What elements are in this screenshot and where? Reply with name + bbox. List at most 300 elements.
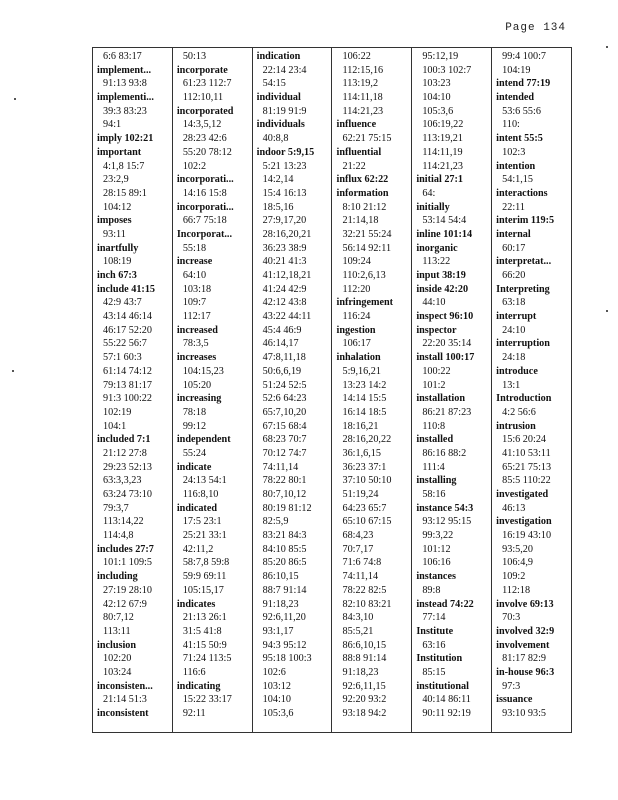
index-term: increased [176, 324, 218, 336]
index-term: information [336, 187, 389, 199]
index-locator: 79:3,7 [103, 502, 129, 514]
index-term: indicating [176, 680, 221, 692]
index-locator: 56:14 92:11 [342, 242, 392, 254]
index-locator: 39:3 83:23 [103, 105, 147, 117]
index-term: institutional [416, 680, 469, 692]
index-locator: 91:13 93:8 [103, 78, 147, 90]
index-locator: 116:6 [182, 666, 206, 678]
index-term: Interpreting [496, 283, 550, 295]
index-term: investigated [496, 489, 549, 500]
index-locator: 114:21,23 [422, 160, 463, 172]
index-locator: 18:16,21 [342, 420, 379, 432]
index-locator: 57:1 60:3 [103, 352, 142, 364]
index-locator: 103:18 [182, 283, 212, 295]
index-locator: 77:14 [422, 612, 446, 624]
index-locator: 103:23 [422, 78, 451, 90]
index-locator: 45:4 46:9 [262, 324, 302, 336]
index-locator: 51:24 52:5 [262, 379, 307, 391]
index-locator: 65:10 67:15 [342, 516, 392, 528]
index-locator: 110:8 [422, 420, 446, 432]
index-locator: 80:19 81:12 [262, 502, 312, 514]
index-locator: 54:15 [262, 78, 286, 90]
index-locator: 70:12 74:7 [262, 447, 307, 459]
index-locator: 40:21 41:3 [262, 256, 307, 268]
index-locator: 90:11 92:19 [422, 708, 471, 719]
index-locator: 46:13 [502, 502, 526, 514]
index-locator: 113:22 [422, 256, 451, 268]
index-term: involve 69:13 [496, 598, 554, 610]
index-term: intent 55:5 [496, 133, 543, 145]
index-term: introduce [496, 365, 538, 377]
index-locator: 89:8 [422, 584, 441, 596]
index-term: intend 77:19 [496, 78, 551, 90]
index-term: initially [416, 201, 450, 213]
index-term: intended [496, 92, 535, 104]
index-locator: 84:3,10 [342, 612, 374, 624]
page-number: Page 134 [505, 22, 566, 34]
index-locator: 104:10 [422, 92, 451, 104]
index-locator: 53:6 55:6 [502, 105, 541, 117]
index-locator: 110:2,6,13 [342, 270, 386, 281]
index-locator: 17:5 23:1 [182, 516, 222, 528]
index-locator: 92:11 [182, 708, 206, 719]
index-term: inch 67:3 [97, 270, 137, 281]
index-term: installed [416, 434, 454, 446]
index-locator: 104:1 [103, 420, 127, 432]
index-locator: 101:12 [422, 543, 451, 555]
index-locator: 112:17 [182, 311, 211, 323]
index-locator: 85:15 [422, 666, 446, 678]
index-locator: 112:18 [502, 584, 531, 596]
index-term: influence [336, 119, 377, 131]
index-term: increase [176, 256, 213, 268]
index-locator: 66:7 75:18 [182, 215, 227, 227]
index-term: intention [496, 160, 536, 172]
index-term: indicated [176, 502, 218, 514]
index-term: indication [256, 51, 301, 62]
index-locator: 58:16 [422, 489, 446, 500]
index-locator: 41:10 53:11 [502, 447, 551, 459]
index-locator: 5:9,16,21 [342, 365, 381, 377]
index-locator: 74:11,14 [342, 571, 379, 583]
index-locator: 67:15 68:4 [262, 420, 307, 432]
index-term: incorporati... [176, 201, 234, 213]
index-term: influential [336, 146, 382, 158]
index-locator: 59:9 69:11 [182, 571, 227, 583]
index-locator: 108:19 [103, 256, 132, 268]
index-locator: 99:4 100:7 [502, 51, 547, 62]
index-term: investigation [496, 516, 552, 528]
index-locator: 31:5 41:8 [182, 625, 222, 637]
index-term: incorporate [176, 64, 228, 76]
index-locator: 28:23 42:6 [182, 133, 227, 145]
index-locator: 42:12 67:9 [103, 598, 147, 610]
index-column-4 [332, 48, 412, 732]
index-locator: 62:21 75:15 [342, 133, 392, 145]
index-locator: 93:12 95:15 [422, 516, 472, 528]
index-term: infringement [336, 297, 394, 309]
index-locator: 14:16 15:8 [182, 187, 227, 199]
index-locator: 44:10 [422, 297, 446, 309]
index-locator: 15:4 16:13 [262, 187, 307, 199]
index-locator: 93:5,20 [502, 543, 533, 555]
index-term: including [97, 571, 138, 583]
index-locator: 112:15,16 [342, 64, 384, 76]
index-locator: 36:23 38:9 [262, 242, 307, 254]
index-locator: 113:19,2 [342, 78, 379, 90]
index-term: influx 62:22 [336, 174, 389, 186]
index-term: in-house 96:3 [496, 666, 555, 678]
index-locator: 74:11,14 [262, 461, 299, 473]
index-column-6 [492, 48, 571, 732]
index-locator: 114:11,19 [422, 146, 463, 158]
index-locator: 68:23 70:7 [262, 434, 307, 446]
index-locator: 65:7,10,20 [262, 406, 307, 418]
index-locator: 21:14 51:3 [103, 694, 147, 706]
index-locator: 22:11 [502, 201, 525, 213]
index-locator: 83:21 84:3 [262, 530, 307, 542]
index-locator: 54:1,15 [502, 174, 533, 186]
index-locator: 42:12 43:8 [262, 297, 307, 309]
index-term: individuals [256, 119, 305, 131]
index-locator: 93:10 93:5 [502, 708, 547, 719]
index-locator: 114:11,18 [342, 92, 383, 104]
index-term: includes 27:7 [97, 543, 154, 555]
index-locator: 86:10,15 [262, 571, 299, 583]
index-column-5 [412, 48, 492, 732]
index-locator: 93:11 [103, 228, 126, 240]
index-locator: 64:23 65:7 [342, 502, 387, 514]
index-term: interactions [496, 187, 548, 199]
index-term: intrusion [496, 420, 536, 432]
index-locator: 106:17 [342, 338, 371, 350]
index-locator: 100:22 [422, 365, 451, 377]
index-locator: 14:3,5,12 [182, 119, 222, 131]
index-term: incorporated [176, 105, 234, 117]
index-locator: 88:7 91:14 [262, 584, 307, 596]
index-locator: 106:4,9 [502, 557, 533, 569]
index-locator: 22:14 23:4 [262, 64, 307, 76]
index-locator: 55:22 56:7 [103, 338, 147, 350]
index-term: issuance [496, 694, 533, 706]
index-term: Institute [416, 625, 454, 637]
index-grid [92, 47, 572, 733]
index-locator: 78:18 [182, 406, 207, 418]
index-locator: 36:23 37:1 [342, 461, 387, 473]
index-locator: 42:11,2 [182, 543, 214, 555]
index-locator: 21:12 27:8 [103, 447, 147, 459]
index-term: involved 32:9 [496, 625, 555, 637]
index-locator: 101:1 109:5 [103, 557, 152, 569]
index-column-2 [173, 48, 253, 732]
index-locator: 55:18 [182, 242, 207, 254]
index-term: increases [176, 352, 217, 364]
index-locator: 21:14,18 [342, 215, 379, 227]
index-locator: 114:4,8 [103, 530, 134, 542]
index-locator: 32:21 55:24 [342, 228, 392, 240]
index-locator: 85:20 86:5 [262, 557, 307, 569]
index-term: indicates [176, 598, 216, 610]
index-locator: 109:24 [342, 256, 371, 268]
index-locator: 102:20 [103, 653, 132, 665]
index-locator: 113:14,22 [103, 516, 144, 528]
index-term: inline 101:14 [416, 228, 473, 240]
index-locator: 6:6 83:17 [103, 51, 142, 62]
index-term: internal [496, 228, 531, 240]
index-locator: 63:24 73:10 [103, 489, 152, 500]
index-locator: 41:24 42:9 [262, 283, 307, 295]
index-locator: 109:2 [502, 571, 526, 583]
index-locator: 86:6,10,15 [342, 639, 387, 651]
index-locator: 63:18 [502, 297, 526, 309]
index-locator: 99:3,22 [422, 530, 454, 542]
index-term: installation [416, 393, 465, 405]
index-locator: 40:14 86:11 [422, 694, 471, 706]
index-locator: 92:6,11,15 [342, 680, 386, 692]
index-term: Introduction [496, 393, 552, 405]
index-locator: 91:18,23 [342, 666, 379, 678]
index-locator: 104:15,23 [182, 365, 224, 377]
index-locator: 5:21 13:23 [262, 160, 307, 172]
index-term: inclusion [97, 639, 137, 651]
index-term: interpretat... [496, 256, 552, 268]
index-locator: 66:20 [502, 270, 526, 281]
index-locator: 28:15 89:1 [103, 187, 147, 199]
index-term: important [97, 146, 142, 158]
index-locator: 102:3 [502, 146, 526, 158]
index-locator: 24:13 54:1 [182, 475, 227, 487]
index-term: input 38:19 [416, 270, 466, 281]
index-locator: 102:19 [103, 406, 132, 418]
index-locator: 100:3 102:7 [422, 64, 472, 76]
index-locator: 70:3 [502, 612, 521, 624]
index-locator: 109:7 [182, 297, 207, 309]
index-column-3 [253, 48, 333, 732]
index-term: instances [416, 571, 456, 583]
scan-speck [606, 310, 608, 312]
index-locator: 106:16 [422, 557, 451, 569]
index-locator: 43:22 44:11 [262, 311, 312, 323]
index-locator: 105:3,6 [422, 105, 454, 117]
index-locator: 60:17 [502, 242, 526, 254]
index-locator: 79:13 81:17 [103, 379, 152, 391]
index-locator: 4:1,8 15:7 [103, 160, 145, 172]
index-locator: 71:6 74:8 [342, 557, 382, 569]
index-locator: 91:3 100:22 [103, 393, 152, 405]
index-locator: 116:24 [342, 311, 371, 323]
index-term: install 100:17 [416, 352, 475, 364]
index-locator: 102:6 [262, 666, 286, 678]
index-term: instead 74:22 [416, 598, 474, 610]
index-locator: 16:19 43:10 [502, 530, 552, 542]
index-locator: 41:12,18,21 [262, 270, 312, 281]
index-term: instance 54:3 [416, 502, 474, 514]
index-locator: 88:8 91:14 [342, 653, 387, 665]
index-locator: 86:21 87:23 [422, 406, 472, 418]
index-locator: 102:2 [182, 160, 207, 172]
index-locator: 112:10,11 [182, 92, 224, 104]
index-locator: 41:15 50:9 [182, 639, 227, 651]
index-locator: 80:7,12 [103, 612, 134, 624]
index-locator: 61:14 74:12 [103, 365, 152, 377]
index-term: interim 119:5 [496, 215, 555, 227]
index-term: imposes [97, 215, 132, 227]
index-locator: 22:20 35:14 [422, 338, 472, 350]
index-locator: 42:9 43:7 [103, 297, 142, 309]
index-term: implement... [97, 64, 152, 76]
index-locator: 43:14 46:14 [103, 311, 152, 323]
index-locator: 50:13 [182, 51, 207, 62]
index-locator: 28:16,20,22 [342, 434, 392, 446]
index-term: ingestion [336, 324, 376, 336]
index-term: implementi... [97, 92, 154, 104]
index-locator: 105:15,17 [182, 584, 224, 596]
index-locator: 68:4,23 [342, 530, 374, 542]
index-term: inconsistent [97, 708, 149, 719]
index-term: individual [256, 92, 301, 104]
index-locator: 37:10 50:10 [342, 475, 392, 487]
index-locator: 55:24 [182, 447, 207, 459]
index-locator: 81:17 82:9 [502, 653, 547, 665]
index-locator: 91:18,23 [262, 598, 299, 610]
index-locator: 94:1 [103, 119, 122, 131]
index-locator: 82:10 83:21 [342, 598, 392, 610]
index-locator: 71:24 113:5 [182, 653, 232, 665]
index-term: installing [416, 475, 457, 487]
index-locator: 94:3 95:12 [262, 639, 307, 651]
index-locator: 99:12 [182, 420, 207, 432]
index-locator: 8:10 21:12 [342, 201, 387, 213]
scan-speck [14, 98, 16, 100]
index-locator: 93:1,17 [262, 625, 294, 637]
index-locator: 63:3,3,23 [103, 475, 142, 487]
index-term: independent [176, 434, 231, 446]
index-locator: 104:12 [103, 201, 132, 213]
index-locator: 111:4 [422, 461, 445, 473]
index-locator: 70:7,17 [342, 543, 374, 555]
index-locator: 24:18 [502, 352, 526, 364]
index-locator: 116:8,10 [182, 489, 219, 500]
index-locator: 82:5,9 [262, 516, 289, 528]
index-locator: 65:21 75:13 [502, 461, 552, 473]
index-locator: 51:19,24 [342, 489, 379, 500]
index-term: initial 27:1 [416, 174, 464, 186]
index-locator: 114:21,23 [342, 105, 384, 117]
index-locator: 24:10 [502, 324, 526, 336]
index-term: include 41:15 [97, 283, 156, 295]
index-locator: 103:24 [103, 666, 132, 678]
index-locator: 104:19 [502, 64, 531, 76]
index-locator: 25:21 33:1 [182, 530, 227, 542]
index-locator: 47:8,11,18 [262, 352, 306, 364]
index-locator: 15:6 20:24 [502, 434, 547, 446]
index-locator: 36:1,6,15 [342, 447, 381, 459]
index-locator: 92:6,11,20 [262, 612, 306, 624]
index-locator: 16:14 18:5 [342, 406, 387, 418]
index-term: increasing [176, 393, 222, 405]
index-locator: 103:12 [262, 680, 291, 692]
index-column-1 [93, 48, 173, 732]
index-term: Incorporat... [176, 228, 233, 240]
index-locator: 85:5,21 [342, 625, 374, 637]
index-locator: 53:14 54:4 [422, 215, 467, 227]
index-locator: 23:2,9 [103, 174, 129, 186]
index-locator: 80:7,10,12 [262, 489, 307, 500]
index-term: interrupt [496, 311, 537, 323]
index-locator: 84:10 85:5 [262, 543, 307, 555]
index-locator: 113:11 [103, 625, 131, 637]
index-locator: 101:2 [422, 379, 446, 391]
index-term: Institution [416, 653, 463, 665]
index-locator: 78:22 82:5 [342, 584, 387, 596]
index-term: inconsisten... [97, 680, 153, 692]
index-locator: 64:10 [182, 270, 207, 281]
index-locator: 21:22 [342, 160, 366, 172]
index-term: imply 102:21 [97, 133, 154, 145]
index-term: included 7:1 [97, 434, 151, 446]
index-locator: 46:14,17 [262, 338, 299, 350]
index-term: inartfully [97, 242, 139, 254]
index-term: indoor 5:9,15 [256, 146, 315, 158]
index-locator: 78:3,5 [182, 338, 209, 350]
index-locator: 61:23 112:7 [182, 78, 232, 90]
index-locator: 106:19,22 [422, 119, 464, 131]
index-term: inorganic [416, 242, 458, 254]
index-locator: 27:9,17,20 [262, 215, 307, 227]
index-locator: 104:10 [262, 694, 291, 706]
index-locator: 13:23 14:2 [342, 379, 387, 391]
index-locator: 63:16 [422, 639, 446, 651]
index-locator: 110: [502, 119, 520, 131]
index-locator: 92:20 93:2 [342, 694, 387, 706]
index-locator: 105:20 [182, 379, 212, 391]
index-locator: 52:6 64:23 [262, 393, 307, 405]
index-locator: 46:17 52:20 [103, 324, 152, 336]
index-locator: 55:20 78:12 [182, 146, 232, 158]
index-term: inspect 96:10 [416, 311, 474, 323]
index-locator: 106:22 [342, 51, 371, 62]
index-locator: 113:19,21 [422, 133, 463, 145]
index-locator: 14:2,14 [262, 174, 294, 186]
scan-speck [606, 46, 608, 48]
index-term: involvement [496, 639, 550, 651]
index-term: inhalation [336, 352, 381, 364]
index-locator: 18:5,16 [262, 201, 294, 213]
index-locator: 81:19 91:9 [262, 105, 307, 117]
index-term: inspector [416, 324, 457, 336]
index-locator: 105:3,6 [262, 708, 294, 719]
index-locator: 95:18 100:3 [262, 653, 312, 665]
index-term: incorporati... [176, 174, 234, 186]
index-locator: 97:3 [502, 680, 521, 692]
index-term: interruption [496, 338, 550, 350]
index-locator: 50:6,6,19 [262, 365, 302, 377]
index-term: inside 42:20 [416, 283, 469, 295]
index-locator: 86:16 88:2 [422, 447, 467, 459]
index-locator: 13:1 [502, 379, 521, 391]
index-locator: 15:22 33:17 [182, 694, 232, 706]
index-locator: 27:19 28:10 [103, 584, 152, 596]
index-locator: 29:23 52:13 [103, 461, 152, 473]
index-locator: 21:13 26:1 [182, 612, 227, 624]
index-locator: 95:12,19 [422, 51, 459, 62]
index-locator: 78:22 80:1 [262, 475, 307, 487]
index-term: indicate [176, 461, 212, 473]
index-locator: 85:5 110:22 [502, 475, 551, 487]
index-locator: 64: [422, 187, 436, 199]
index-locator: 112:20 [342, 283, 371, 295]
index-locator: 93:18 94:2 [342, 708, 387, 719]
